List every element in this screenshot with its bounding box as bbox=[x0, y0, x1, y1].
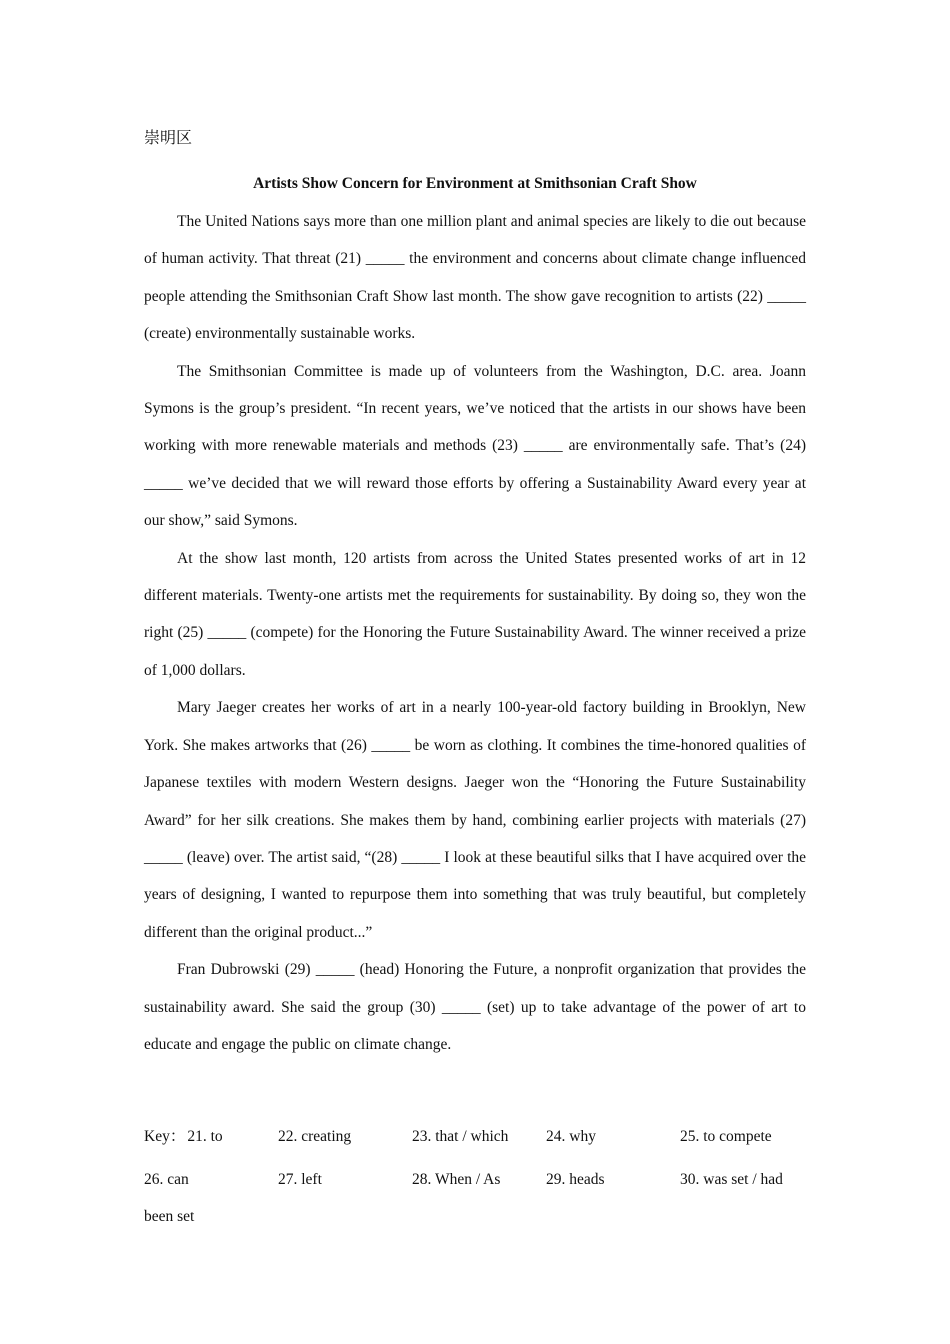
region-heading: 崇明区 bbox=[144, 128, 193, 147]
answer-25: 25. to compete bbox=[680, 1128, 772, 1145]
answer-21-text: 21. to bbox=[187, 1128, 223, 1145]
answer-29: 29. heads bbox=[546, 1171, 605, 1188]
paragraph-2: The Smithsonian Committee is made up of volunteers from the Washington, D.C. area. Joann Symons is the group’s president. “In recent years, we’ve noticed that the artists in our shows have been working with more renewable materials and methods (23) _____ are environmentally safe. That’s (24) _____ we’ve decided that we will reward those efforts by offering a Sustainability Award every year at our show,” said Symons. bbox=[144, 362, 806, 530]
article-body bbox=[144, 203, 806, 1063]
answer-26: 26. can bbox=[144, 1171, 189, 1188]
answer-21 bbox=[144, 1118, 223, 1155]
article-title: Artists Show Concern for Environment at Smithsonian Craft Show bbox=[253, 175, 697, 192]
answer-23: 23. that / which bbox=[412, 1128, 509, 1145]
paragraph-5: Fran Dubrowski (29) _____ (head) Honoring the Future, a nonprofit organization that provides the sustainability award. She said the group (30) _____ (set) up to take advantage of the power of art to educate and engage the public on climate change. bbox=[144, 961, 806, 1053]
answer-24: 24. why bbox=[546, 1128, 596, 1145]
answer-30-continued: been set bbox=[144, 1208, 195, 1225]
answer-30: 30. was set / had bbox=[680, 1171, 783, 1188]
key-label: Key： bbox=[144, 1128, 186, 1145]
paragraph-3: At the show last month, 120 artists from across the United States presented works of art in 12 different materials. Twenty-one artists met the requirements for sustainability. By doing so, they won the right (25) _____ (compete) for the Honoring the Future Sustainability Award. The winner received a prize of 1,000 dollars. bbox=[144, 549, 806, 679]
answer-27: 27. left bbox=[278, 1171, 322, 1188]
paragraph-1: The United Nations says more than one million plant and animal species are likely to die out because of human activity. That threat (21) _____ the environment and concerns about climate change influenced people attending the Smithsonian Craft Show last month. The show gave recognition to artists (22) _____ (create) environmentally sustainable works. bbox=[144, 213, 806, 343]
answer-key-row-1 bbox=[144, 1118, 806, 1155]
answer-22: 22. creating bbox=[278, 1128, 352, 1145]
paragraph-4: Mary Jaeger creates her works of art in a nearly 100-year-old factory building in Brooklyn, New York. She makes artworks that (26) _____ be worn as clothing. It combines the time-honored qualities of Japanese textiles with modern Western designs. Jaeger won the “Honoring the Future Sustainability Award” for her silk creations. She makes them by hand, combining earlier projects with materials (27) _____ (leave) over. The artist said, “(28) _____ I look at these beautiful silks that I have acquired over the years of designing, I wanted to repurpose them into something that was truly beautiful, but completely different than the original product...” bbox=[144, 699, 806, 941]
answer-key-row-2 bbox=[144, 1161, 806, 1198]
answer-28: 28. When / As bbox=[412, 1171, 501, 1188]
